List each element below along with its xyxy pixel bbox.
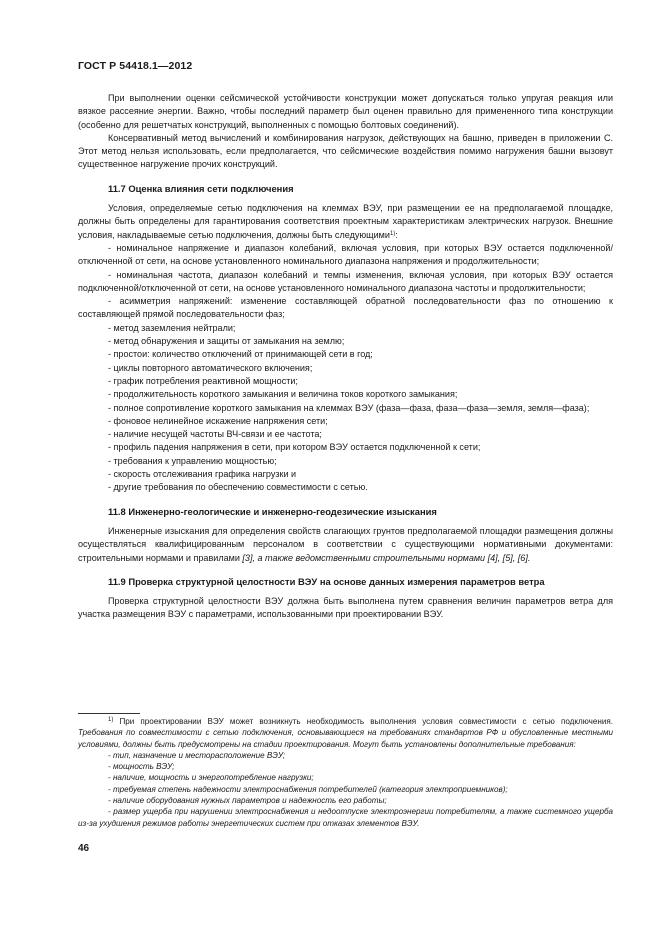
footnote-list-item: - наличие, мощность и энергопотребление нагрузки; bbox=[108, 773, 314, 783]
list-item: - асимметрия напряжений: изменение составляющей обратной последовательности фаз по отношению к составляющей прямой последовательности фаз; bbox=[78, 296, 613, 320]
list-item: - номинальное напряжение и диапазон колебаний, включая условия, при которых ВЭУ остается подключенной/отключенной от сети, на основе установленного номинального диапазона напряжения и продолжительности; bbox=[78, 242, 613, 267]
document-header: ГОСТ Р 54418.1—2012 bbox=[78, 60, 193, 72]
section-11-7-title: 11.7 Оценка влияния сети подключения bbox=[108, 182, 294, 194]
list-item: - профиль падения напряжения в сети, при котором ВЭУ остается подключенной к сети; bbox=[108, 442, 481, 453]
section-11-9-title: 11.9 Проверка структурной целостности ВЭУ на основе данных измерения параметров ветра bbox=[108, 575, 545, 587]
list-item: - скорость отслеживания графика нагрузки и bbox=[108, 469, 297, 480]
footnote-mark: 1) bbox=[108, 717, 114, 723]
list-item: - требования к управлению мощностью; bbox=[108, 455, 277, 466]
section-11-9-paragraph: Проверка структурной целостности ВЭУ должна быть выполнена путем сравнения величин параметров ветра для участка размещения ВЭУ с параметрами, использованными при проектировании ВЭУ. bbox=[78, 596, 613, 620]
intro-paragraph-2: Консервативный метод вычислений и комбинирования нагрузок, действующих на башню, приведен в приложении С. Этот метод нельзя использовать, если предполагается, что сейсмические воздействия помимо нагружения башни вызовут существенное нагружение прочих конструкций. bbox=[78, 132, 613, 170]
list-item: - продолжительность короткого замыкания и величина токов короткого замыкания; bbox=[108, 389, 458, 400]
list-item: - фоновое нелинейное искажение напряжения сети; bbox=[108, 415, 328, 426]
references-italic: [3], а также ведомственными строительными нормами [4], [5], [6]. bbox=[242, 552, 531, 563]
footnote-list-item: - размер ущерба при нарушении электроснабжения и недоотпуске электроэнергии потребителям, а также системного ущерба из-за ухудшения режимов работы энергетических систем при отказах элементов ВЭУ. bbox=[78, 807, 613, 828]
footnote-ref: 1) bbox=[389, 230, 396, 237]
list-item: - циклы повторного автоматического включения; bbox=[108, 362, 313, 373]
list-item: - другие требования по обеспечению совместимости с сетью. bbox=[108, 482, 368, 493]
section-11-7-paragraph: Условия, определяемые сетью подключения на клеммах ВЭУ, при размещении ее на предполагаемой площадке, должны быть определены для гарантирования соответствия проектным характеристикам электрических нагрузок. Внешние условия, накладываемые сетью подключения, должны быть следующими$^{1)}$: bbox=[78, 203, 613, 240]
page-number: 46 bbox=[78, 843, 90, 854]
footnote bbox=[78, 716, 613, 829]
footnote-list-item: - требуемая степень надежности электроснабжения потребителей (категория электроприемников); bbox=[108, 784, 508, 794]
section-11-8-paragraph: Инженерные изыскания для определения свойств слагающих грунтов предполагаемой площадки размещения должны осуществляться квалифицированным персоналом в соответствии с существующими нормативными документами: строительными нормами и правилами [3], а также ведомственными строительными нормами [4], [5], [6]. bbox=[78, 525, 613, 563]
list-item: - наличие несущей частоты ВЧ-связи и ее частота; bbox=[108, 429, 322, 440]
section-11-8-title: 11.8 Инженерно-геологические и инженерно-геодезические изыскания bbox=[108, 505, 437, 517]
list-item: - полное сопротивление короткого замыкания на клеммах ВЭУ (фаза—фаза, фаза—фаза—земля, земля—фаза); bbox=[108, 402, 590, 413]
list-item: - номинальная частота, диапазон колебаний и темпы изменения, включая условия, при которых ВЭУ остается подключенной/отключенной от сети, на основе установленного номинального диапазона частоты и продолжительности; bbox=[78, 269, 613, 293]
main-text bbox=[78, 92, 613, 622]
list-item: - график потребления реактивной мощности; bbox=[108, 375, 298, 386]
footnote-paragraph: $^{1)}$ При проектировании ВЭУ может возникнуть необходимость выполнения условия совместимости с сетью подключения. Требования по совместимости с сетью подключения, основывающиеся на требованиях стандартов РФ и обусловленные местными условиями, должны быть предусмотрены на стадии проектирования. Могут быть установлены дополнительные требования: bbox=[78, 717, 613, 749]
footnote-list-item: - наличие оборудования нужных параметров и надежность его работы; bbox=[108, 796, 387, 806]
footnote-list-item: - мощность ВЭУ; bbox=[108, 762, 175, 772]
footnote-separator bbox=[78, 713, 140, 714]
list-item: - метод заземления нейтрали; bbox=[108, 322, 236, 333]
list-item: - метод обнаружения и защиты от замыкания на землю; bbox=[108, 336, 345, 347]
footnote-list-item: - тип, назначение и месторасположение ВЭУ; bbox=[108, 750, 286, 760]
list-item: - простои: количество отключений от принимающей сети в год; bbox=[108, 349, 373, 360]
intro-paragraph-1: При выполнении оценки сейсмической устойчивости конструкции может допускаться только упругая реакция или вязкое рассеяние энергии. Важно, чтобы последний параметр был оценен правильно для примененного типа конструкции (особенно для решетчатых конструкций, выполненных с помощью болтовых соединений). bbox=[78, 93, 613, 130]
